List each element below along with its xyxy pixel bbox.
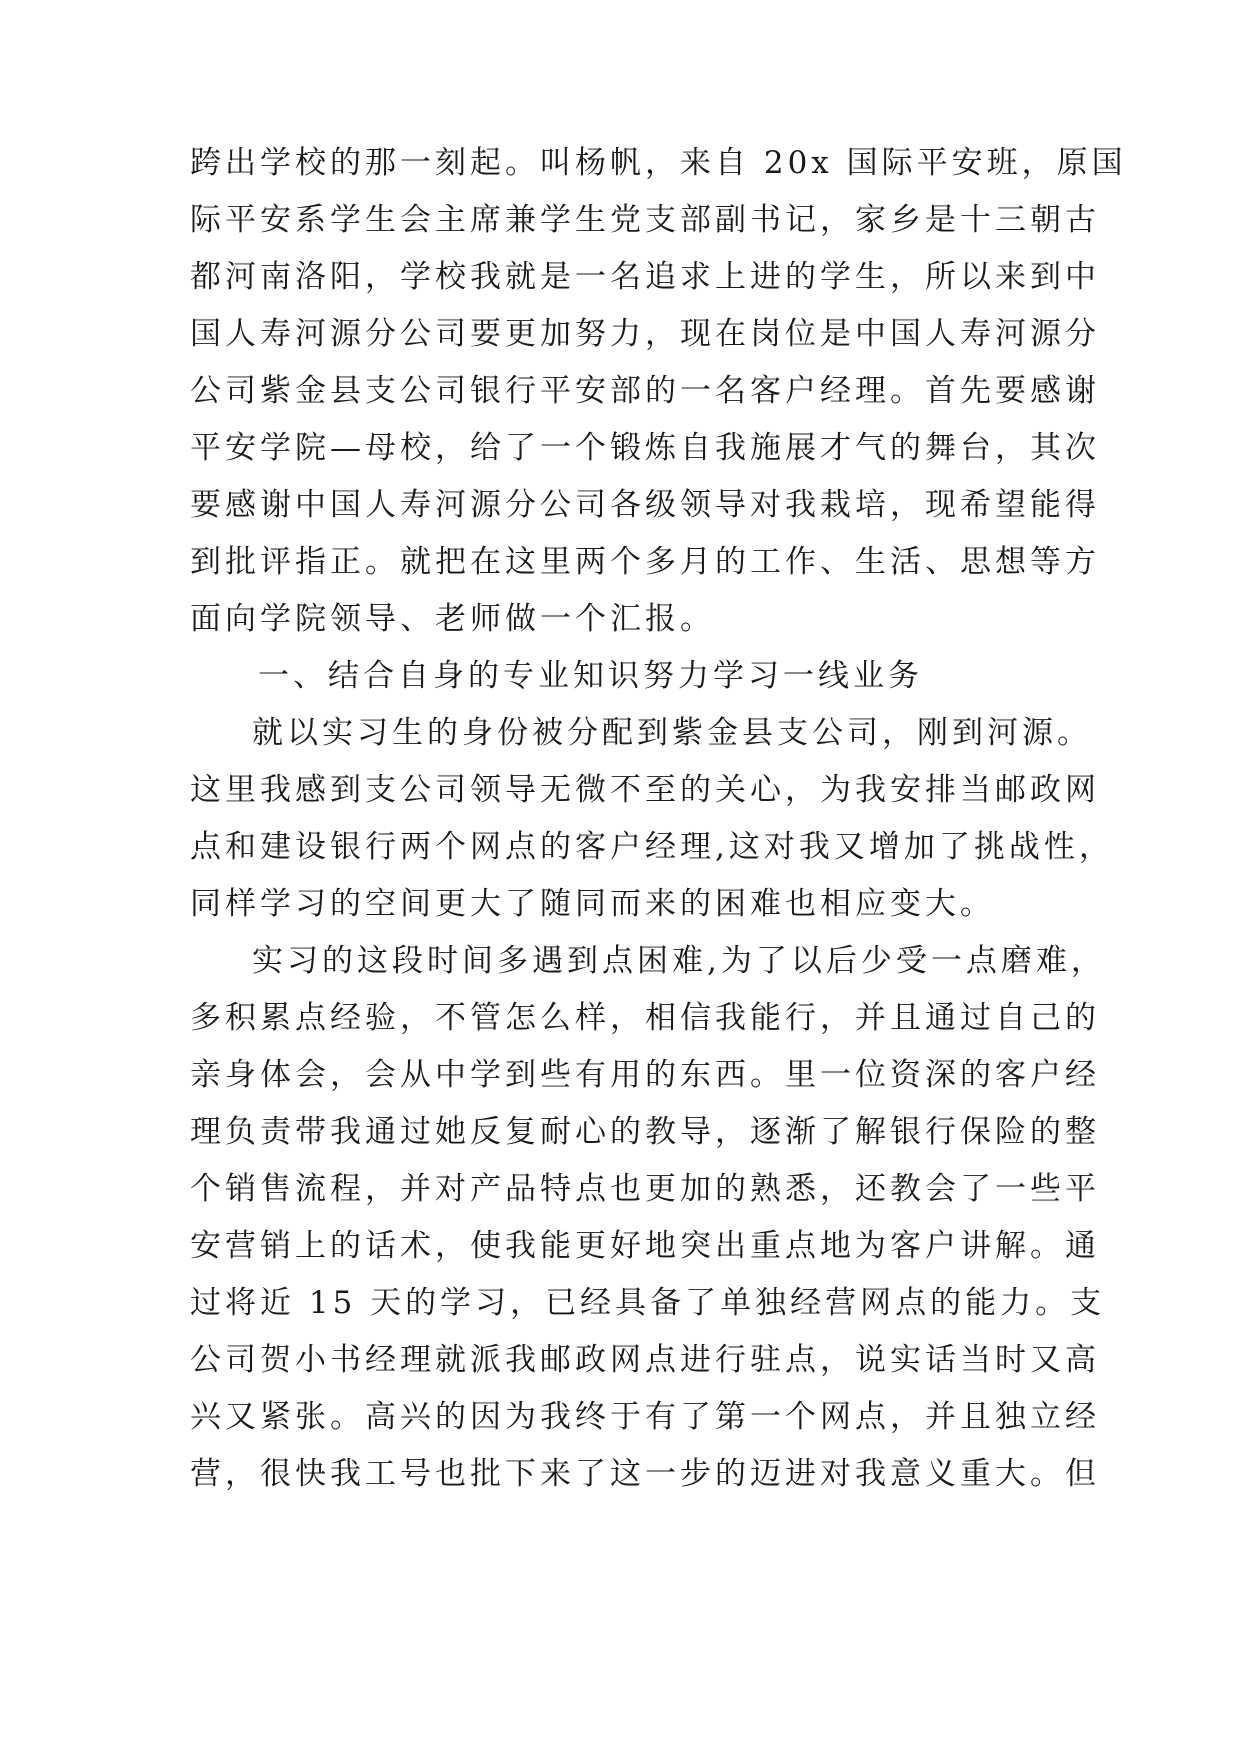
paragraph-line: 公司紫金县支公司银行平安部的一名客户经理。首先要感谢 [190,373,1100,409]
paragraph-line: 亲身体会，会从中学到些有用的东西。里一位资深的客户经 [190,1057,1100,1093]
paragraph-line: 这里我感到支公司领导无微不至的关心，为我安排当邮政网 [190,772,1100,808]
paragraph-line: 兴又紧张。高兴的因为我终于有了第一个网点，并且独立经 [190,1399,1100,1435]
paragraph-line: 要感谢中国人寿河源分公司各级领导对我栽培，现希望能得 [190,487,1100,523]
paragraph-line: 个销售流程，并对产品特点也更加的熟悉，还教会了一些平 [190,1171,1100,1207]
paragraph-line: 点和建设银行两个网点的客户经理,这对我又增加了挑战性， [190,829,1114,865]
paragraph-line: 过将近 15 天的学习，已经具备了单独经营网点的能力。支 [190,1285,1106,1321]
paragraph-line: 际平安系学生会主席兼学生党支部副书记，家乡是十三朝古 [190,202,1100,238]
paragraph-line: 面向学院领导、老师做一个汇报。 [190,601,715,637]
paragraph-line: 安营销上的话术，使我能更好地突出重点地为客户讲解。通 [190,1228,1100,1264]
paragraph-line: 到批评指正。就把在这里两个多月的工作、生活、思想等方 [190,544,1100,580]
paragraph-line: 国人寿河源分公司要更加努力，现在岗位是中国人寿河源分 [190,316,1100,352]
paragraph-line: 平安学院—母校，给了一个锻炼自我施展才气的舞台，其次 [190,430,1100,466]
paragraph-line: 公司贺小书经理就派我邮政网点进行驻点，说实话当时又高 [190,1342,1100,1378]
paragraph-line: 营，很快我工号也批下来了这一步的迈进对我意义重大。但 [190,1456,1100,1492]
paragraph-line: 跨出学校的那一刻起。叫杨帆，来自 20x 国际平安班，原国 [190,145,1127,181]
paragraph-line: 同样学习的空间更大了随同而来的困难也相应变大。 [190,886,995,922]
paragraph-line: 都河南洛阳，学校我就是一名追求上进的学生，所以来到中 [190,259,1100,295]
document-page [190,0,1127,1754]
paragraph-line: 理负责带我通过她反复耐心的教导，逐渐了解银行保险的整 [190,1114,1100,1150]
section-heading: 一、结合自身的专业知识努力学习一线业务 [258,658,923,694]
paragraph-line: 就以实习生的身份被分配到紫金县支公司，刚到河源。 [252,715,1092,751]
paragraph-line: 实习的这段时间多遇到点困难,为了以后少受一点磨难， [252,943,1106,979]
paragraph-line: 多积累点经验，不管怎么样，相信我能行，并且通过自己的 [190,1000,1100,1036]
